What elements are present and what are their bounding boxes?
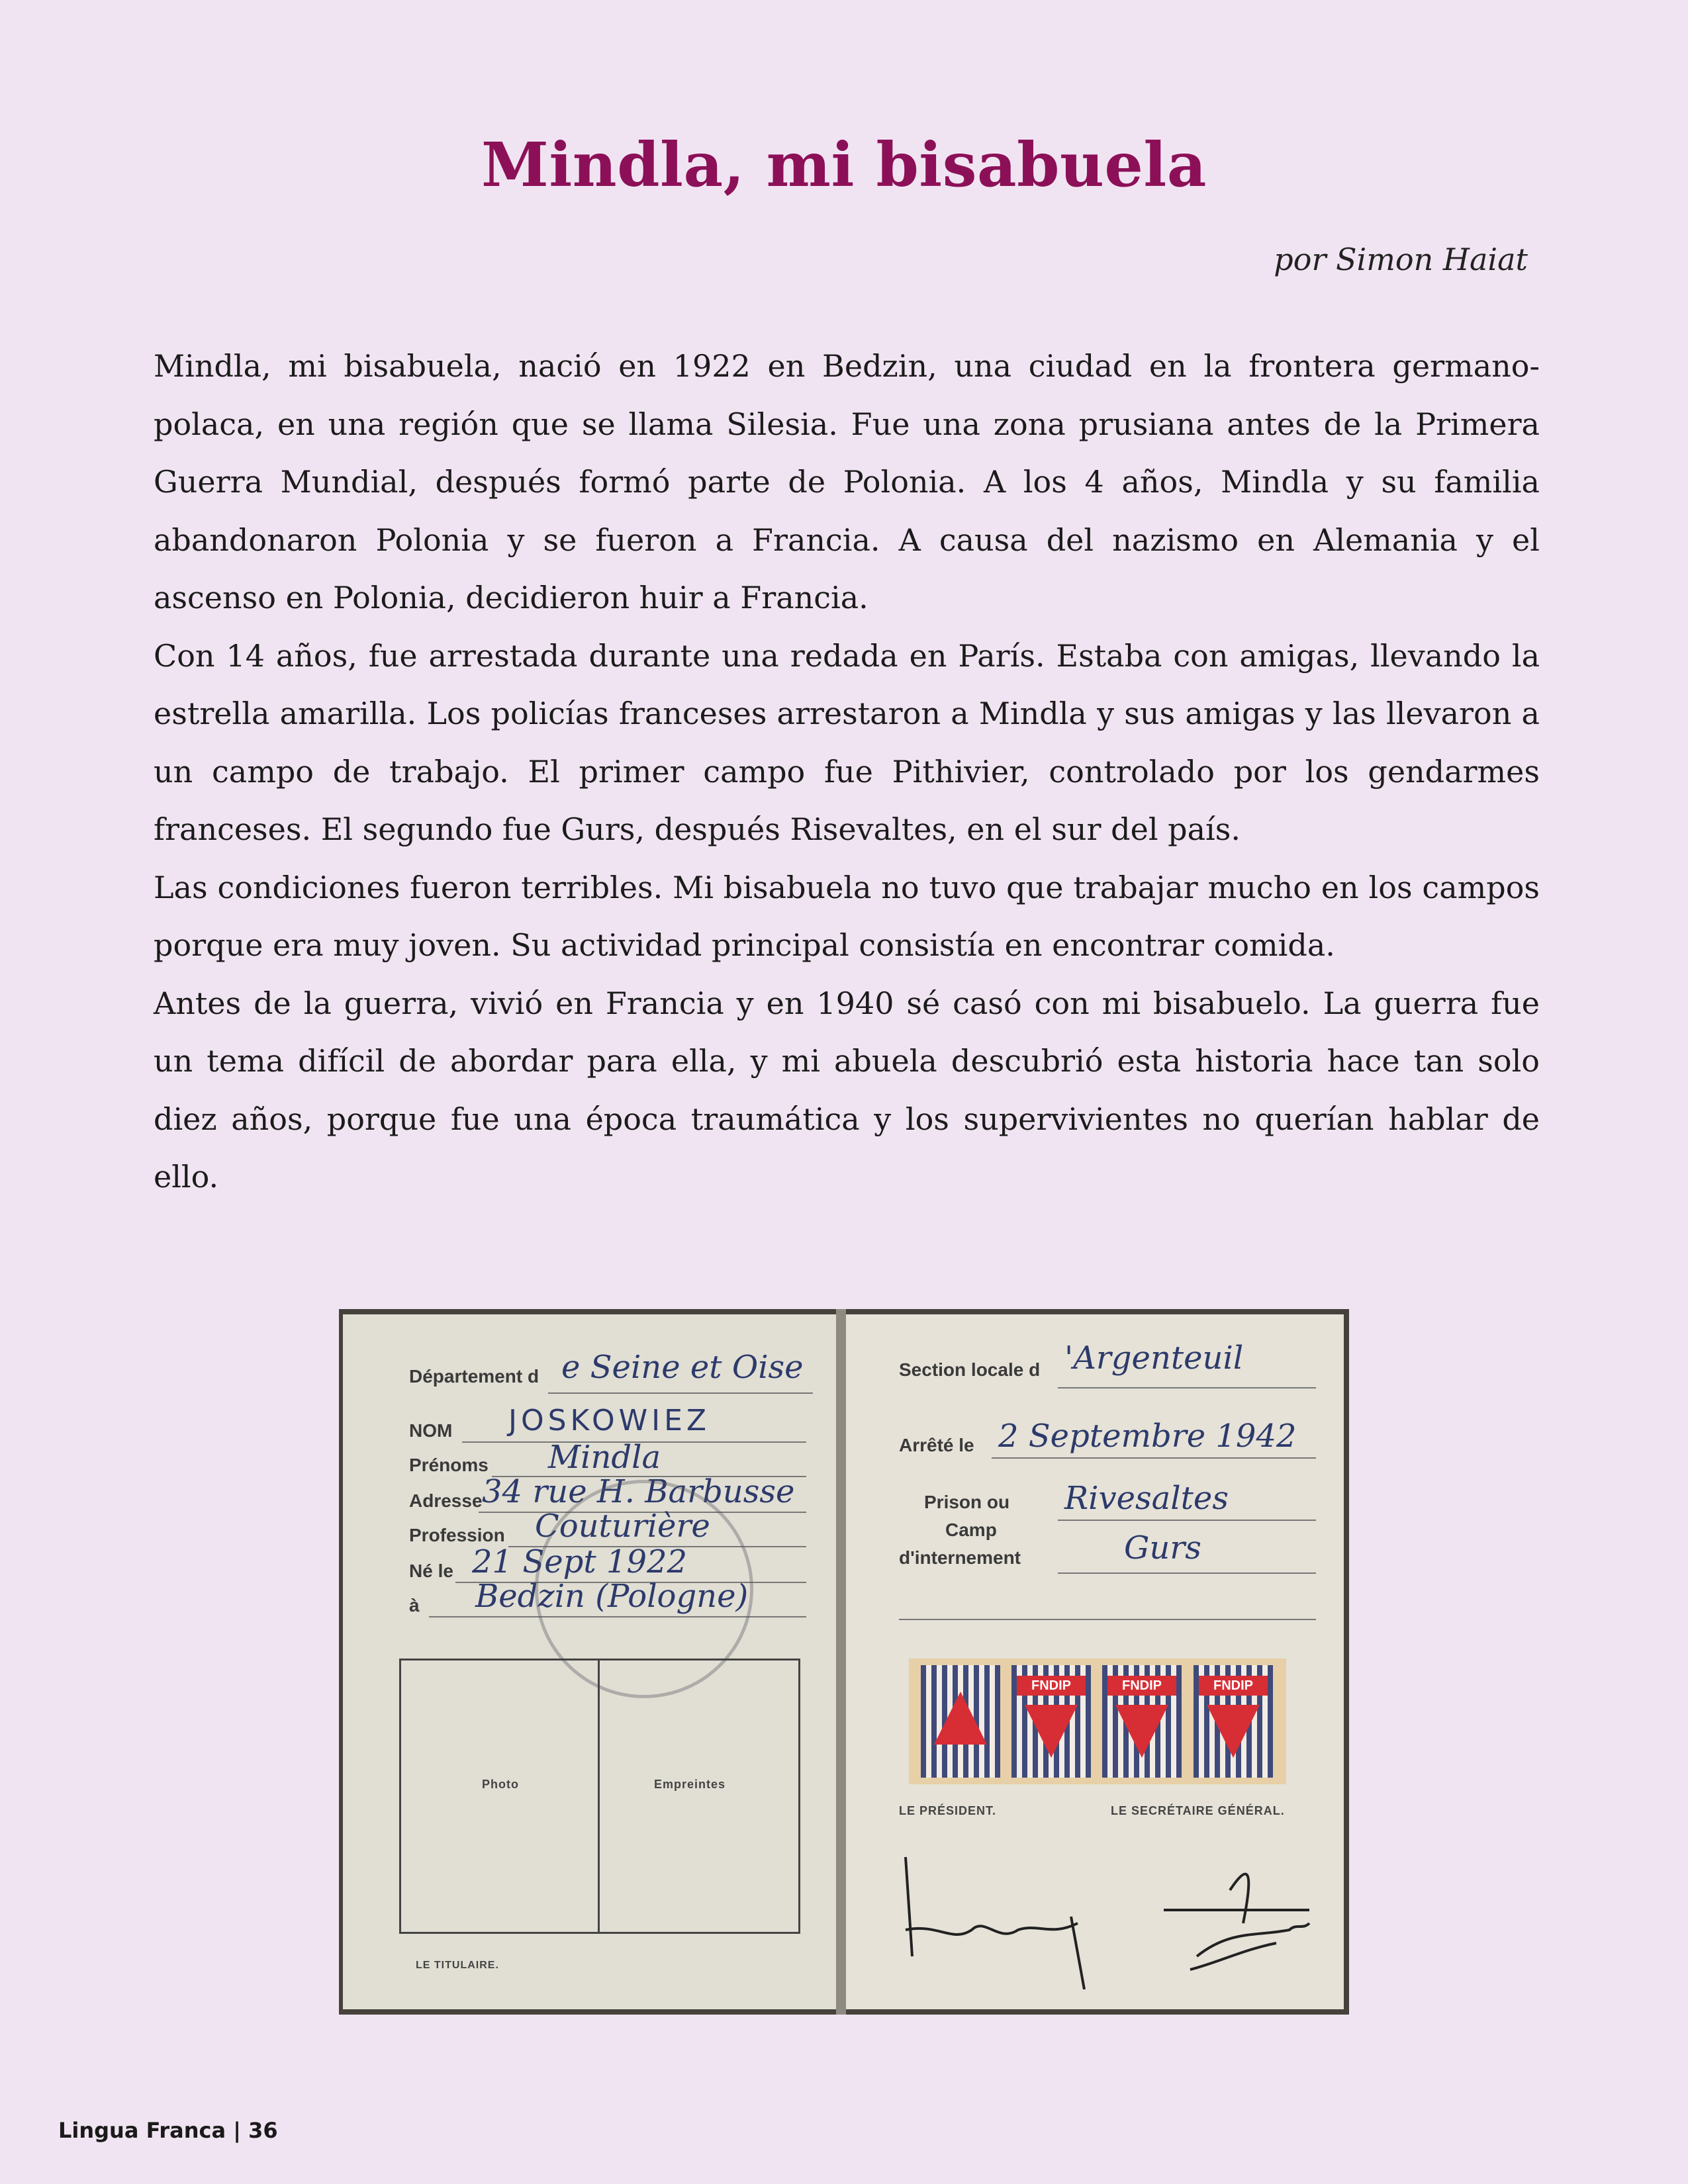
- adresse-label: Adresse: [409, 1490, 483, 1511]
- red-triangle-icon: [1115, 1705, 1168, 1758]
- empreintes-label: Empreintes: [654, 1778, 726, 1791]
- section-value: 'Argenteuil: [1064, 1340, 1244, 1377]
- prison-value-2: Gurs: [1124, 1529, 1201, 1567]
- field-rule: [899, 1619, 1316, 1620]
- red-triangle-icon: [934, 1692, 987, 1745]
- prenoms-label: Prénoms: [409, 1455, 489, 1475]
- prenoms-value: Mindla: [548, 1439, 661, 1476]
- article-paragraph: Las condiciones fueron terribles. Mi bisabuela no tuvo que trabajar mucho en los campos porque era muy joven. Su actividad principal consistía en encontrar comida.: [154, 869, 1540, 963]
- ne-le-value: 21 Sept 1922: [472, 1543, 688, 1580]
- nom-label: NOM: [409, 1420, 453, 1441]
- field-rule: [992, 1457, 1316, 1459]
- arrete-value: 2 Septembre 1942: [998, 1418, 1297, 1455]
- fndip-stamps: [909, 1659, 1286, 1784]
- field-rule: [1058, 1520, 1316, 1521]
- arrete-label: Arrêté le: [899, 1435, 974, 1455]
- photo-fingerprint-box: [399, 1659, 800, 1934]
- profession-label: Profession: [409, 1525, 505, 1545]
- article-title: Mindla, mi bisabuela: [481, 129, 1207, 201]
- stamp-label: FNDIP: [1017, 1676, 1086, 1696]
- fndip-stamp: [921, 1665, 1000, 1778]
- page-footer: Lingua Franca | 36: [58, 2118, 278, 2143]
- field-rule: [548, 1392, 813, 1394]
- ne-le-label: Né le: [409, 1561, 453, 1581]
- a-value: Bedzin (Pologne): [475, 1578, 749, 1615]
- titulaire-label: LE TITULAIRE.: [416, 1960, 499, 1971]
- field-rule: [1058, 1387, 1316, 1388]
- departement-label: Département d: [409, 1366, 539, 1387]
- prison-value-1: Rivesaltes: [1064, 1480, 1229, 1517]
- fndip-stamp: [1102, 1665, 1182, 1778]
- red-triangle-icon: [1207, 1705, 1260, 1758]
- prison-label-2: Camp: [945, 1520, 997, 1540]
- profession-value: Couturière: [535, 1508, 710, 1545]
- article-body: [154, 338, 1540, 1206]
- card-left-page: [343, 1314, 836, 2009]
- stamp-label: FNDIP: [1199, 1676, 1268, 1696]
- signatures: [886, 1831, 1323, 1989]
- a-label: à: [409, 1595, 420, 1615]
- photo-label: Photo: [482, 1778, 519, 1791]
- adresse-value: 34 rue H. Barbusse: [482, 1473, 795, 1510]
- card-fold: [836, 1309, 846, 2015]
- prison-label-1: Prison ou: [924, 1492, 1010, 1512]
- prison-label-3: d'internement: [899, 1547, 1021, 1568]
- article-paragraph: Mindla, mi bisabuela, nació en 1922 en Bedzin, una ciudad en la frontera germano-polaca, en una región que se llama Silesia. Fue una zona prusiana antes de la Primera Guerra Mundial, después formó parte de Polonia. A los 4 años, Mindla y su familia abandonaron Polonia y se fueron a Francia. A causa del nazismo en Alemania y el ascenso en Polonia, decidieron huir a Francia.: [154, 348, 1540, 615]
- section-label: Section locale d: [899, 1359, 1041, 1380]
- departement-value: e Seine et Oise: [561, 1349, 804, 1386]
- secretaire-label: LE SECRÉTAIRE GÉNÉRAL.: [1111, 1804, 1285, 1817]
- fndip-stamp: [1011, 1665, 1091, 1778]
- box-divider: [598, 1659, 600, 1934]
- article-paragraph: Con 14 años, fue arrestada durante una redada en París. Estaba con amigas, llevando la estrella amarilla. Los policías franceses arrestaron a Mindla y sus amigas y las llevaron a un campo de trabajo. El primer campo fue Pithivier, controlado por los gendarmes franceses. El segundo fue Gurs, después Risevaltes, en el sur del país.: [154, 637, 1540, 847]
- card-right-page: [846, 1314, 1344, 2009]
- article-byline: por Simon Haiat: [1274, 242, 1528, 277]
- red-triangle-icon: [1025, 1705, 1078, 1758]
- president-label: LE PRÉSIDENT.: [899, 1804, 997, 1817]
- internment-card-photo: [339, 1309, 1349, 2015]
- article-paragraph: Antes de la guerra, vivió en Francia y en 1940 sé casó con mi bisabuelo. La guerra fue un tema difícil de abordar para ella, y mi abuela descubrió esta historia hace tan solo diez años, porque fue una época traumática y los supervivientes no querían hablar de ello.: [154, 985, 1540, 1195]
- fndip-stamp: [1194, 1665, 1273, 1778]
- nom-value: JOSKOWIEZ: [508, 1404, 711, 1437]
- stamp-label: FNDIP: [1107, 1676, 1176, 1696]
- field-rule: [1058, 1572, 1316, 1574]
